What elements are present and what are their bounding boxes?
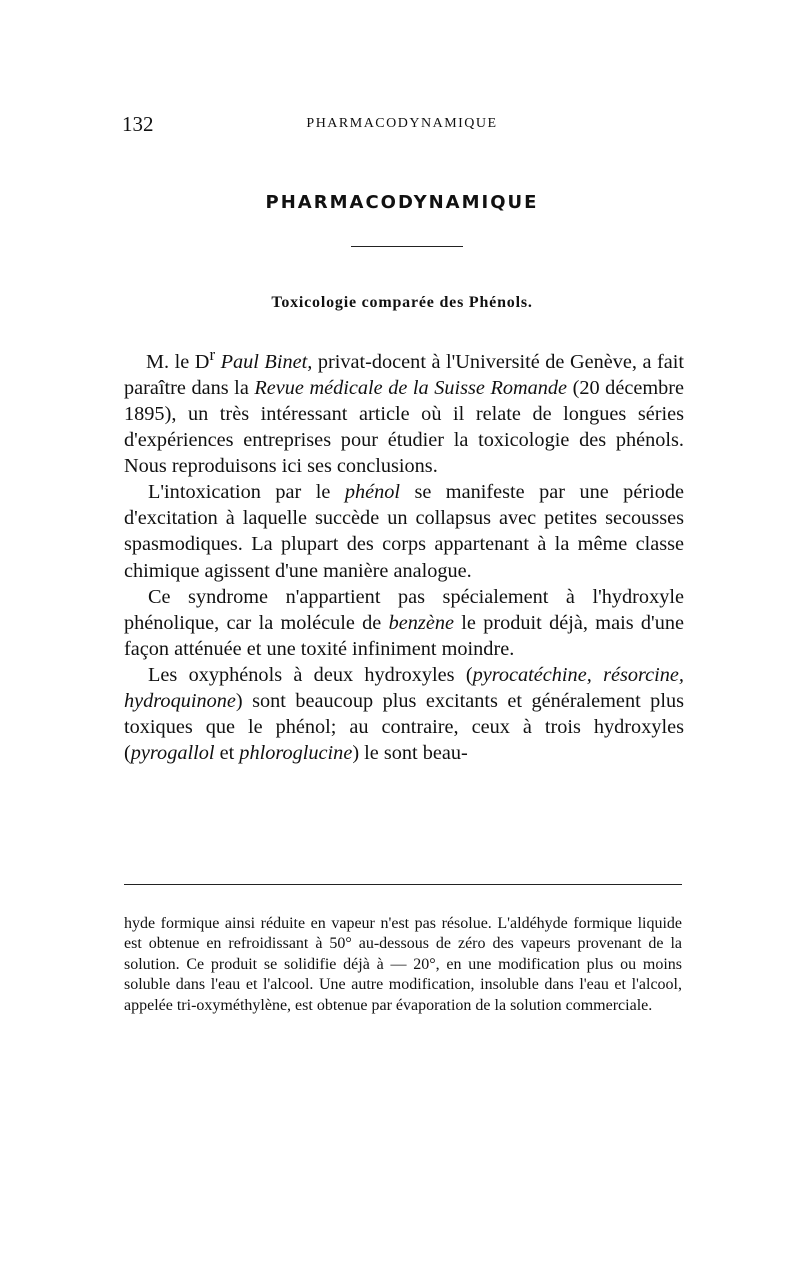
body-text [124,342,684,766]
article-title: Toxicologie comparée des Phénols. [271,294,533,311]
section-divider [351,246,463,247]
paragraph-4-italic-1: pyrocatéchine, résorcine, hydroquinone [124,663,684,712]
running-title: PHARMACODYNAMIQUE [306,116,498,131]
paragraph-4-text-2: ) sont beaucoup plus excitants et généralement plus toxiques que le phénol; au contraire, ceux à trois hydroxyles ( [124,689,684,765]
paragraph-1 [124,342,684,479]
paragraph-1-superscript: r [209,345,216,364]
footnote-text: hyde formique ainsi réduite en vapeur n'est pas résolue. L'aldéhyde formique liquide est obtenue en refroidissant à 50° au-dessous de zéro des vapeurs provenant de la solution. Ce produit se solidifie déjà à — 20°, en une modification plus ou moins soluble dans l'eau et l'alcool. Une autre modification, insoluble dans l'eau et l'alcool, appelée tri-oxyméthylène, est obtenue par évaporation de la solution commerciale. [124,915,682,1014]
paragraph-2-text-2: se manifeste par une période d'excitation à laquelle succède un collapsus avec petites secousses spasmodiques. La plupart des corps appartenant à la même classe chimique agissent d'une manière analogue. [124,481,684,582]
paragraph-3-text-1: Ce syndrome n'appartient pas spécialement à l'hydroxyle phénolique, car la molécule de [124,585,684,634]
paragraph-4 [124,662,684,766]
paragraph-3-italic-1: benzène [388,611,454,634]
paragraph-4-text-4: ) le sont beau- [352,742,468,765]
paragraph-4-italic-3: phloroglucine [239,742,353,765]
section-title: PHARMACODYNAMIQUE [265,192,539,213]
running-head [122,112,682,142]
paragraph-3-text-2: le produit déjà, mais d'une façon atténuée et une toxité infiniment moindre. [124,611,684,660]
page-number: 132 [122,112,154,136]
paragraph-2 [124,479,684,583]
footnote-divider [124,884,682,885]
paragraph-2-italic-1: phénol [344,481,401,504]
paragraph-1-text-1: M. le D [146,350,210,373]
paragraph-4-text-1: Les oxyphénols à deux hydroxyles ( [148,663,473,686]
author-name: Paul Binet, [220,350,313,373]
paragraph-4-text-3: et [214,742,240,765]
journal-name: Revue médicale de la Suisse Romande [254,376,568,399]
paragraph-4-italic-2: pyrogallol [130,742,215,765]
paragraph-2-text-1: L'intoxication par le [148,481,345,504]
footnote [124,914,682,1016]
paragraph-1-text-3: (20 décembre 1895), un très intéressant article où il relate de longues séries d'expériences entreprises pour étudier la toxicologie des phénols. Nous reproduisons ici ses conclusions. [124,376,685,478]
paragraph-1-text-2: privat-docent à l'Université de Genève, a fait paraître dans la [124,350,685,399]
paragraph-3 [124,584,684,662]
